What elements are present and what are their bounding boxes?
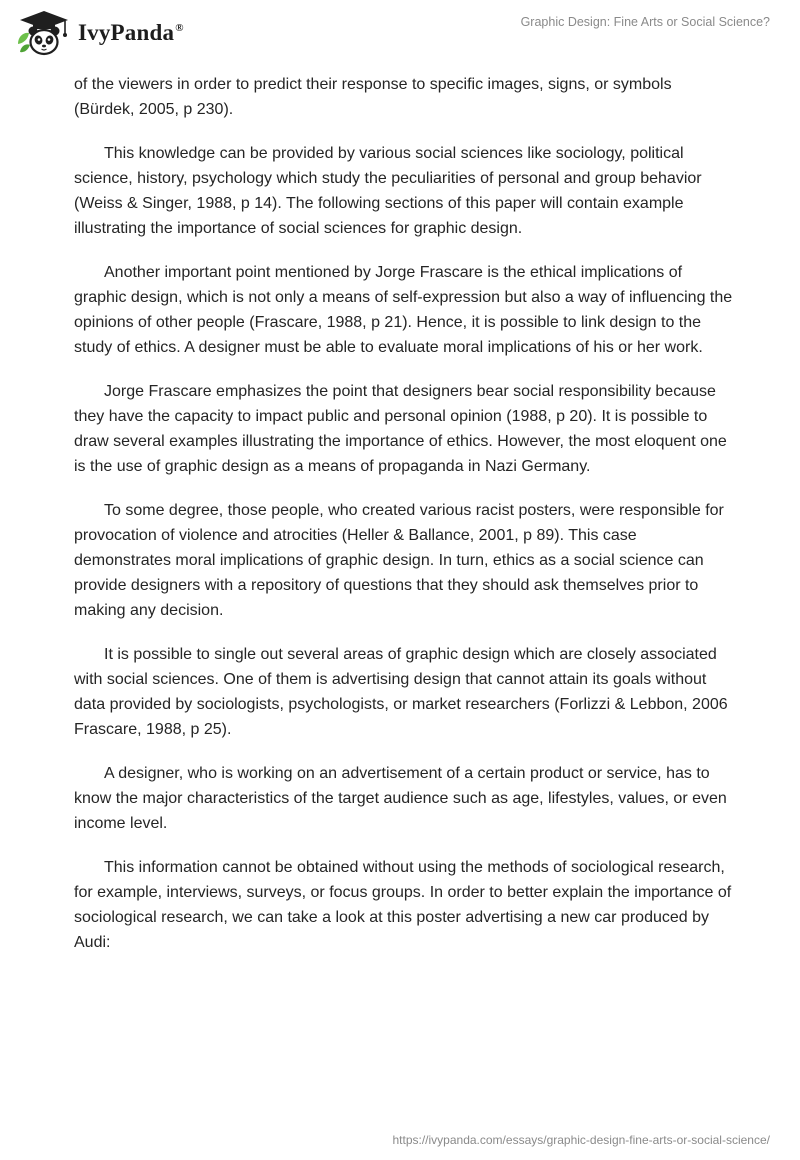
paragraph: This knowledge can be provided by various social sciences like sociology, political science, history, psychology which study the peculiarities of personal and group behavior (Weiss & Singer, 1988, p 14). The following sections of this paper will contain example illustrating the importance of social sciences for graphic design.	[74, 145, 702, 237]
paragraph: Another important point mentioned by Jorge Frascare is the ethical implications of graphic design, which is not only a means of self-expression but also a way of influencing the opinions of other people (Frascare, 1988, p 21). Hence, it is possible to link design to the study of ethics. A designer must be able to evaluate moral implications of his or her work.	[74, 264, 733, 356]
paragraph: To some degree, those people, who created various racist posters, were responsible for provocation of violence and atrocities (Heller & Ballance, 2001, p 89). This case demonstrates moral implications of graphic design. In turn, ethics as a social science can provide designers with a repository of questions that they should ask themselves prior to making any decision.	[74, 502, 724, 619]
paragraph: It is possible to single out several areas of graphic design which are closely associated with social sciences. One of them is advertising design that cannot attain its goals without data provided by sociologists, psychologists, or market researchers (Forlizzi & Lebbon, 2006 Frascare, 1988, p 25).	[74, 646, 728, 738]
document-title: Graphic Design: Fine Arts or Social Science?	[520, 15, 770, 29]
ivypanda-logo[interactable]	[14, 8, 184, 58]
paragraph: Jorge Frascare emphasizes the point that designers bear social responsibility because they have the capacity to impact public and personal opinion (1988, p 20). It is possible to draw several examples illustrating the importance of ethics. However, the most eloquent one is the use of graphic design as a means of propaganda in Nazi Germany.	[74, 383, 727, 475]
page-header	[0, 0, 800, 64]
panda-graduate-icon	[14, 8, 74, 58]
logo-wordmark	[78, 20, 184, 46]
paragraph-continuation: of the viewers in order to predict their response to specific images, signs, or symbols (Bürdek, 2005, p 230).	[74, 76, 672, 118]
paragraph: A designer, who is working on an advertisement of a certain product or service, has to know the major characteristics of the target audience such as age, lifestyles, values, or even income level.	[74, 765, 727, 832]
footer-url-link[interactable]: https://ivypanda.com/essays/graphic-design-fine-arts-or-social-science/	[392, 1133, 770, 1147]
essay-body	[74, 72, 734, 974]
logo-name: IvyPanda	[78, 20, 175, 45]
registered-mark: ®	[175, 22, 184, 34]
paragraph: This information cannot be obtained without using the methods of sociological research, for example, interviews, surveys, or focus groups. In order to better explain the importance of sociological research, we can take a look at this poster advertising a new car produced by Audi:	[74, 859, 732, 951]
